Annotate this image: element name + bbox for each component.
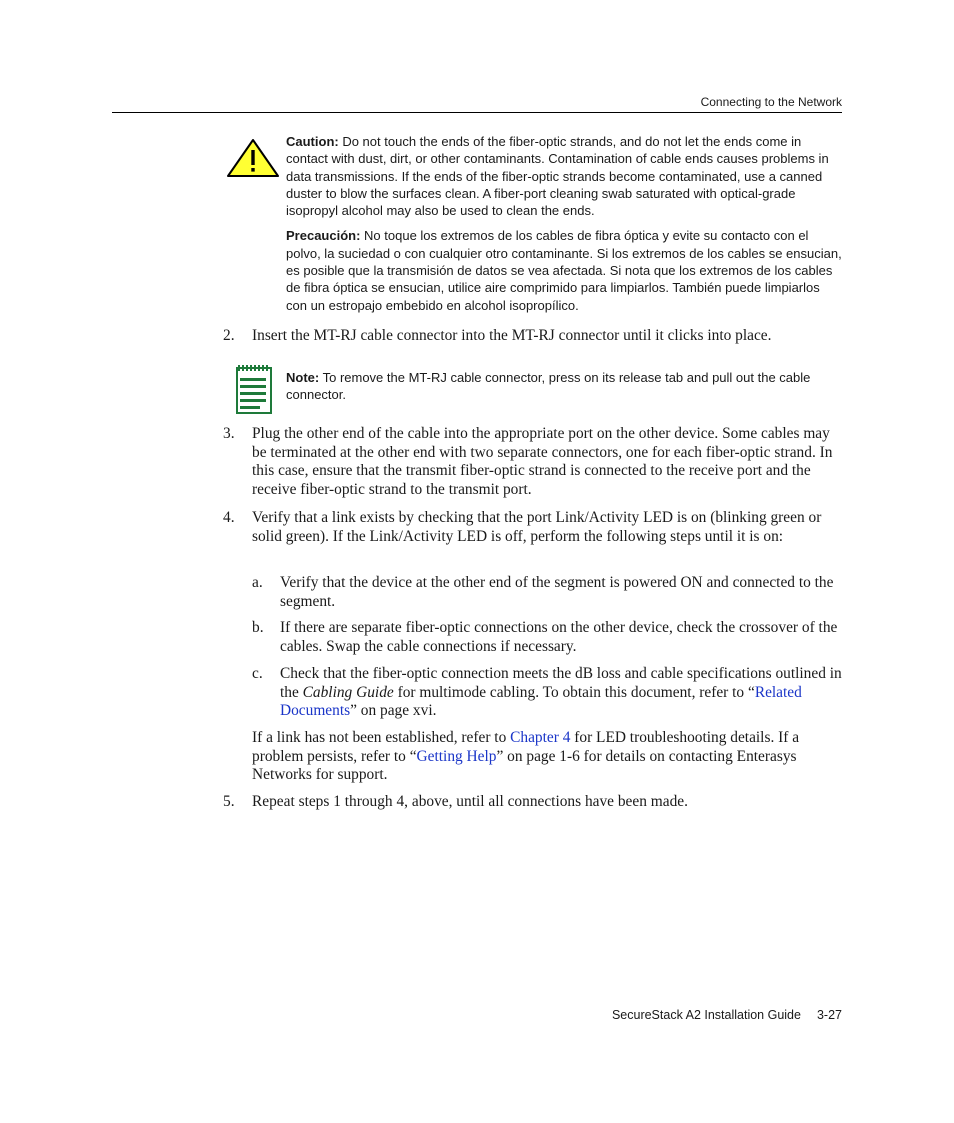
step-text: Plug the other end of the cable into the appropriate port on the other device. Some cables may be terminated at the other end with two separate connectors, one for each fiber-optic strand. In this case, ensure that the transmit fiber-optic strand is connected to the receive port and the receive fiber-optic strand to the transmit port. bbox=[252, 425, 833, 499]
related-documents-link[interactable]: Related Documents bbox=[280, 683, 802, 720]
substep-text: Verify that the device at the other end of the segment is powered ON and connected to the segment. bbox=[280, 574, 834, 610]
substep-text-part: for multimode cabling. To obtain this document, refer to “ bbox=[393, 683, 755, 701]
substep-letter: c. bbox=[252, 665, 263, 682]
followup-paragraph bbox=[252, 729, 843, 785]
step-text: Verify that a link exists by checking that the port Link/Activity LED is on (blinking green or solid green). If the Link/Activity LED is off, perform the following steps until it is on: bbox=[252, 509, 822, 545]
precaucion-label: Precaución: bbox=[286, 228, 361, 244]
followup-text-part: ” on page 1-6 for details on contacting Enterasys Networks for support. bbox=[252, 747, 797, 784]
running-header-title: Connecting to the Network bbox=[700, 95, 842, 109]
page-footer bbox=[612, 1008, 842, 1022]
footer-guide-title: SecureStack A2 Installation Guide bbox=[611, 1008, 801, 1022]
substep-text-part: ” on page xvi. bbox=[350, 702, 437, 720]
step-number: 3. bbox=[223, 425, 235, 442]
note-notice bbox=[286, 369, 842, 404]
footer-page-number: 3-27 bbox=[816, 1008, 842, 1022]
step-number: 5. bbox=[223, 793, 235, 810]
substep-letter: b. bbox=[252, 619, 264, 636]
caution-english bbox=[286, 133, 842, 219]
getting-help-link[interactable]: Getting Help bbox=[416, 747, 497, 765]
caution-triangle-icon bbox=[226, 138, 280, 178]
followup-text-part: If a link has not been established, refer to bbox=[252, 729, 511, 746]
followup-text-part: for LED troubleshooting details. If a problem persists, refer to “ bbox=[252, 729, 800, 765]
precaucion-text: No toque los extremos de los cables de fibra óptica y evite su contacto con el polvo, la suciedad o con cualquier otro contaminante. Si los extremos de los cables se ensucian, es posible que la transmisión de datos se vea afectada. Si nota que los extremos de los cables de fibra óptica se ensucian, utilice aire comprimido para limpiarlos. También puede limpiarlos con un estropajo embebido en alcohol isopropílico. bbox=[286, 228, 842, 313]
substep-text: If there are separate fiber-optic connections on the other device, check the crossover of the cables. Swap the cable connections if necessary. bbox=[280, 619, 838, 655]
note-label: Note: bbox=[286, 370, 320, 385]
substep-letter: a. bbox=[252, 574, 263, 591]
caution-text: Do not touch the ends of the fiber-optic strands, and do not let the ends come in contact with dust, dirt, or other contaminants. Contamination of cable ends causes problems in data transmissions. If the ends of the fiber-optic strands become contaminated, use a canned duster to blow the surfaces clean. A fiber-port cleaning swab saturated with optical-grade isopropyl alcohol may also be used to clean the ends. bbox=[286, 134, 829, 219]
note-text: To remove the MT-RJ cable connector, press on its release tab and pull out the cable connector. bbox=[286, 370, 811, 403]
step-number: 4. bbox=[223, 509, 235, 526]
step-text: Insert the MT-RJ cable connector into the MT-RJ connector until it clicks into place. bbox=[252, 327, 772, 344]
step-text: Repeat steps 1 through 4, above, until all connections have been made. bbox=[252, 793, 688, 810]
caution-spanish bbox=[286, 227, 842, 313]
cabling-guide-title: Cabling Guide bbox=[302, 683, 394, 701]
substep-text bbox=[280, 665, 843, 721]
header-rule bbox=[112, 112, 842, 113]
caution-label: Caution: bbox=[286, 134, 339, 149]
note-notepad-icon bbox=[234, 363, 274, 415]
chapter-4-link[interactable]: Chapter 4 bbox=[510, 729, 571, 746]
step-number: 2. bbox=[223, 327, 235, 344]
substep-text-part: Check that the fiber-optic connection meets the dB loss and cable specifications outlined in the bbox=[280, 665, 842, 701]
caution-notice bbox=[286, 133, 842, 314]
